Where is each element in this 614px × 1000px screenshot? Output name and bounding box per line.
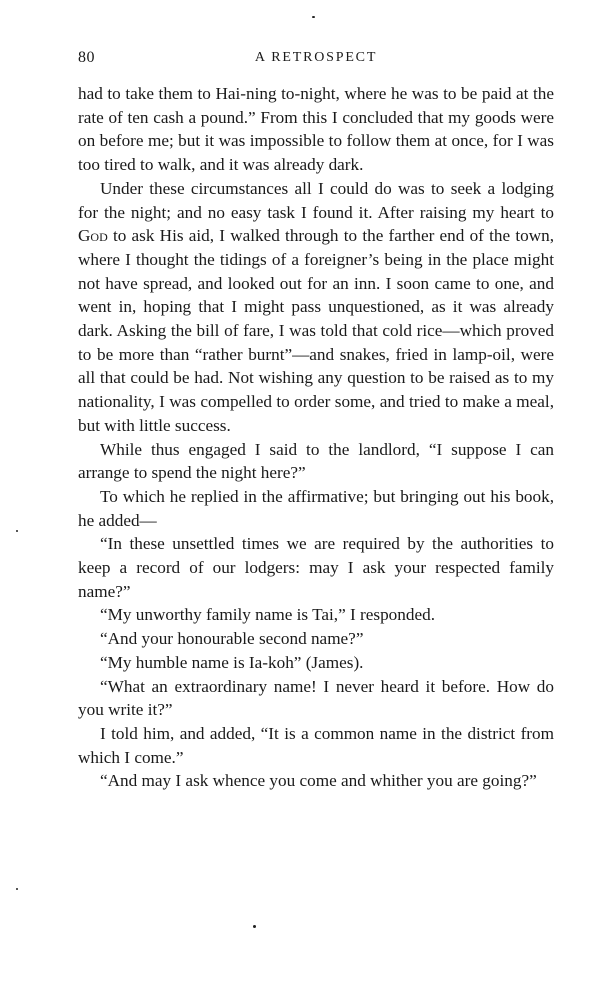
paragraph-common-name: I told him, and added, “It is a common name in the district from which I come.” — [78, 723, 554, 767]
book-page — [78, 0, 554, 1000]
dialogue-ia-koh: “My humble name is Ia-koh” (James). — [100, 652, 364, 672]
paragraph-reply: To which he replied in the affirmative; but bringing out his book, he added— — [78, 486, 554, 530]
paragraph-lodging-before: Under these circumstances all I could do was to seek a lodging for the night; and no easy task I found it. After raising my heart to — [78, 178, 554, 222]
paragraph-lodging — [78, 177, 554, 438]
paragraph-continued: had to take them to Hai-ning to-night, where he was to be paid at the rate of ten cash a pound.” From this I concluded that my goods were on before me; but it was impossible to follow them at once, for I was too tired to walk, and it was already dark. — [78, 84, 554, 175]
dialogue-tai: “My unworthy family name is Tai,” I responded. — [100, 605, 435, 625]
page-header — [78, 49, 554, 71]
ink-speck — [253, 925, 256, 928]
dialogue-whence: “And may I ask whence you come and whither you are going?” — [100, 771, 537, 791]
small-caps-god: God — [78, 226, 108, 246]
ink-speck — [16, 530, 18, 532]
dialogue-family-name-question: “In these unsettled times we are required by the authorities to keep a record of our lodgers: may I ask your respected family name?” — [78, 534, 554, 601]
dialogue-extraordinary-name: “What an extraordinary name! I never heard it before. How do you write it?” — [78, 676, 554, 720]
ink-speck — [16, 888, 18, 890]
dialogue-second-name: “And your honourable second name?” — [100, 629, 364, 649]
ink-speck — [312, 16, 315, 18]
running-head: A RETROSPECT — [254, 50, 378, 65]
page-number: 80 — [78, 49, 95, 66]
paragraph-lodging-after: to ask His aid, I walked through to the farther end of the town, where I thought the tidings of a foreigner’s being in the place might not have spread, and looked out for an inn. I soon came to one, and went in, hoping that I might pass unquestioned, as it was already dark. Asking the bill of fare, I was told that cold rice—which proved to be more than “rather burnt”—and snakes, fried in lamp-oil, were all that could be had. Not wishing any question to be raised as to my nationality, I was compelled to order some, and tried to make a meal, but with little success. — [78, 226, 554, 435]
paragraph-landlord: While thus engaged I said to the landlord, “I suppose I can arrange to spend the night here?” — [78, 439, 554, 483]
body-text — [78, 82, 554, 793]
